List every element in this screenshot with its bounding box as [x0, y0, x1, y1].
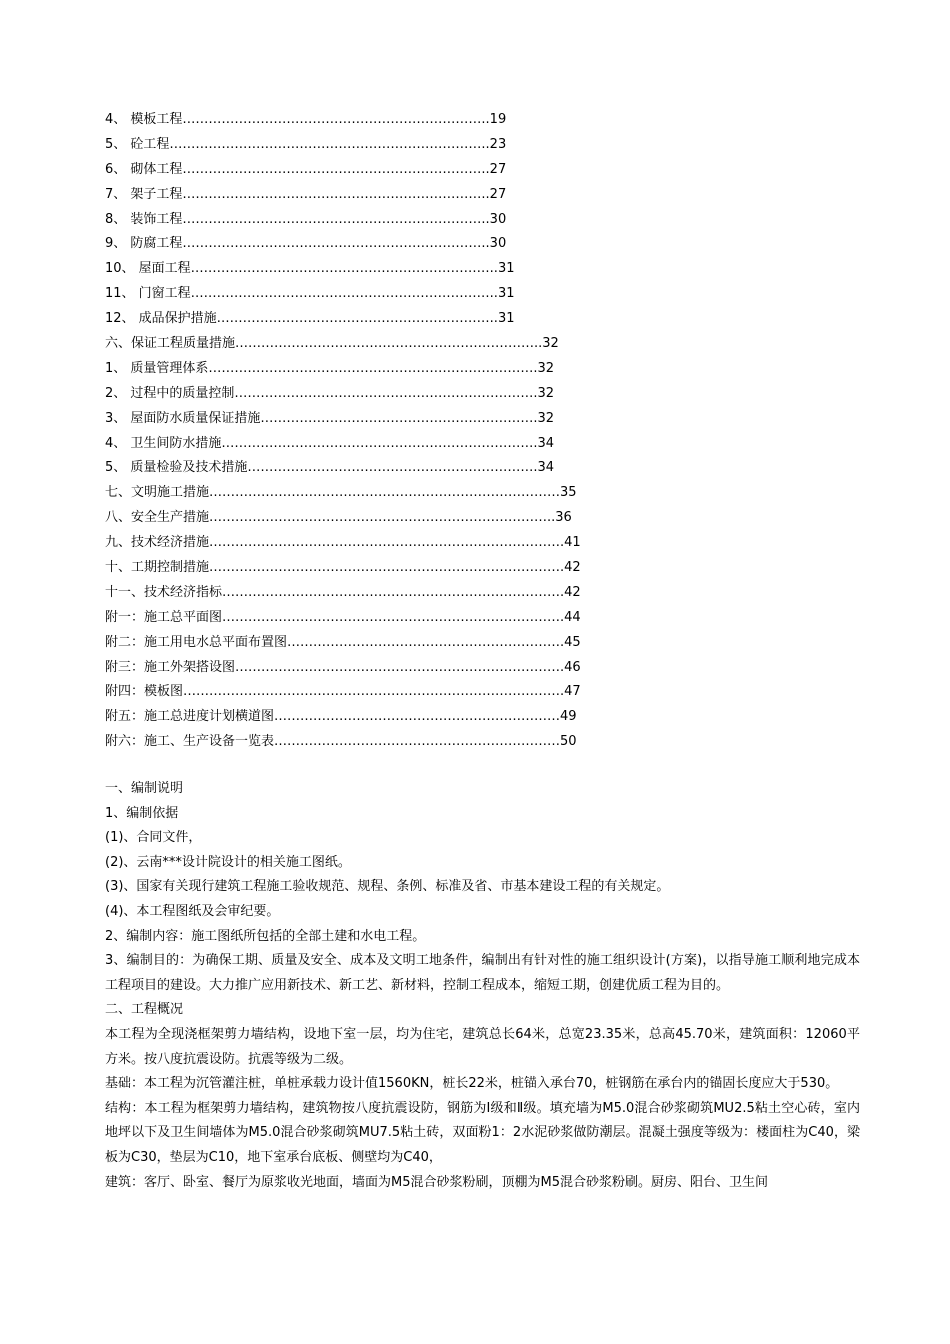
- paragraph: (2)、云南***设计院设计的相关施工图纸。: [105, 854, 351, 870]
- paragraph: 2、编制内容：施工图纸所包括的全部土建和水电工程。: [105, 928, 426, 944]
- toc-entry[interactable]: 4、 卫生间防水措施……………………………………………………………….34: [105, 435, 555, 451]
- document-body: [105, 777, 860, 1195]
- toc-entry[interactable]: 附二：施工用电水总平面布置图……………………………………………………….45: [105, 634, 581, 650]
- toc-entry[interactable]: 10、 屋面工程……………………………………………………………..31: [105, 261, 515, 277]
- paragraph: (3)、国家有关现行建筑工程施工验收规范、规程、条例、标准及省、市基本建设工程的有关规定。: [105, 879, 670, 895]
- toc-entry[interactable]: 7、 架子工程……………………………………………………………..27: [105, 186, 507, 202]
- paragraph: (1)、合同文件，: [105, 830, 202, 846]
- toc-entry[interactable]: 3、 屋面防水质量保证措施……………………………………………………….32: [105, 410, 555, 426]
- toc-entry[interactable]: 附一：施工总平面图…………………………………………………………………….44: [105, 609, 581, 625]
- toc-entry[interactable]: 6、 砌体工程……………………………………………………………..27: [105, 161, 507, 177]
- toc-entry[interactable]: 十、工期控制措施……………………………………………………………………….42: [105, 560, 581, 576]
- toc-entry[interactable]: 七、文明施工措施………………………………………………………………………35: [105, 485, 577, 501]
- toc-entry[interactable]: 9、 防腐工程……………………………………………………………..30: [105, 236, 507, 252]
- toc-entry[interactable]: 11、 门窗工程……………………………………………………………..31: [105, 286, 515, 302]
- toc-entry[interactable]: 附五：施工总进度计划横道图…………………………………………………………49: [105, 709, 577, 725]
- subsection-heading: 1、编制依据: [105, 805, 179, 821]
- toc-entry[interactable]: 8、 装饰工程……………………………………………………………..30: [105, 211, 507, 227]
- table-of-contents: [105, 108, 581, 755]
- toc-entry[interactable]: 5、 砼工程………………………………………………………………..23: [105, 136, 507, 152]
- paragraph: 3、编制目的：为确保工期、质量及安全、成本及文明工地条件，编制出有针对性的施工组织设计(方案)，以指导施工顺利地完成本工程项目的建设。大力推广应用新技术、新工艺、新材料，控制工程成本，缩短工期，创建优质工程为目的。: [105, 953, 860, 993]
- toc-entry[interactable]: 附四：模板图…………………………………………………………………………….47: [105, 684, 581, 700]
- toc-entry[interactable]: 1、 质量管理体系………………………………………………………………….32: [105, 360, 555, 376]
- toc-entry[interactable]: 12、 成品保护措施………………………………………………………..31: [105, 311, 515, 327]
- toc-entry[interactable]: 六、保证工程质量措施……………………………………………………………..32: [105, 336, 559, 352]
- section-heading: 一、编制说明: [105, 781, 184, 796]
- paragraph: 本工程为全现浇框架剪力墙结构，设地下室一层，均为住宅，建筑总长64米，总宽23.35米，总高45.70米，建筑面积：12060平方米。按八度抗震设防。抗震等级为二级。: [105, 1026, 860, 1067]
- toc-entry[interactable]: 4、 模板工程……………………………………………………………..19: [105, 112, 507, 127]
- toc-entry[interactable]: 八、安全生产措施……………………………………………………………………..36: [105, 510, 572, 526]
- paragraph: 基础：本工程为沉管灌注桩，单桩承载力设计值1560KN，桩长22米，桩锚入承台70，桩钢筋在承台内的锚固长度应大于530。: [105, 1076, 839, 1092]
- toc-entry[interactable]: 5、 质量检验及技术措施………………………………………………………….34: [105, 460, 555, 476]
- paragraph: (4)、本工程图纸及会审纪要。: [105, 903, 280, 919]
- toc-entry[interactable]: 十一、技术经济指标…………………………………………………………………….42: [105, 584, 581, 600]
- section-heading: 二、工程概况: [105, 1002, 184, 1018]
- paragraph: 结构：本工程为框架剪力墙结构，建筑物按八度抗震设防，钢筋为Ⅰ级和Ⅱ级。填充墙为M5.0混合砂浆砌筑MU2.5粘土空心砖，室内地坪以下及卫生间墙体为M5.0混合砂浆砌筑MU7.5粘土砖，双面粉1：2水泥砂浆做防潮层。混凝土强度等级为：楼面柱为C40，梁板为C30，垫层为C10，地下室承台底板、侧壁均为C40，: [105, 1100, 860, 1165]
- toc-entry[interactable]: 附三：施工外架搭设图………………………………………………………………….46: [105, 659, 581, 675]
- toc-entry[interactable]: 2、 过程中的质量控制…………………………………………………………….32: [105, 385, 555, 401]
- toc-entry[interactable]: 九、技术经济措施……………………………………………………………………….41: [105, 535, 581, 551]
- paragraph: 建筑：客厅、卧室、餐厅为原浆收光地面，墙面为M5混合砂浆粉刷，顶棚为M5混合砂浆粉刷。厨房、阳台、卫生间: [105, 1174, 768, 1190]
- toc-entry[interactable]: 附六：施工、生产设备一览表…………………………………………………………50: [105, 734, 577, 750]
